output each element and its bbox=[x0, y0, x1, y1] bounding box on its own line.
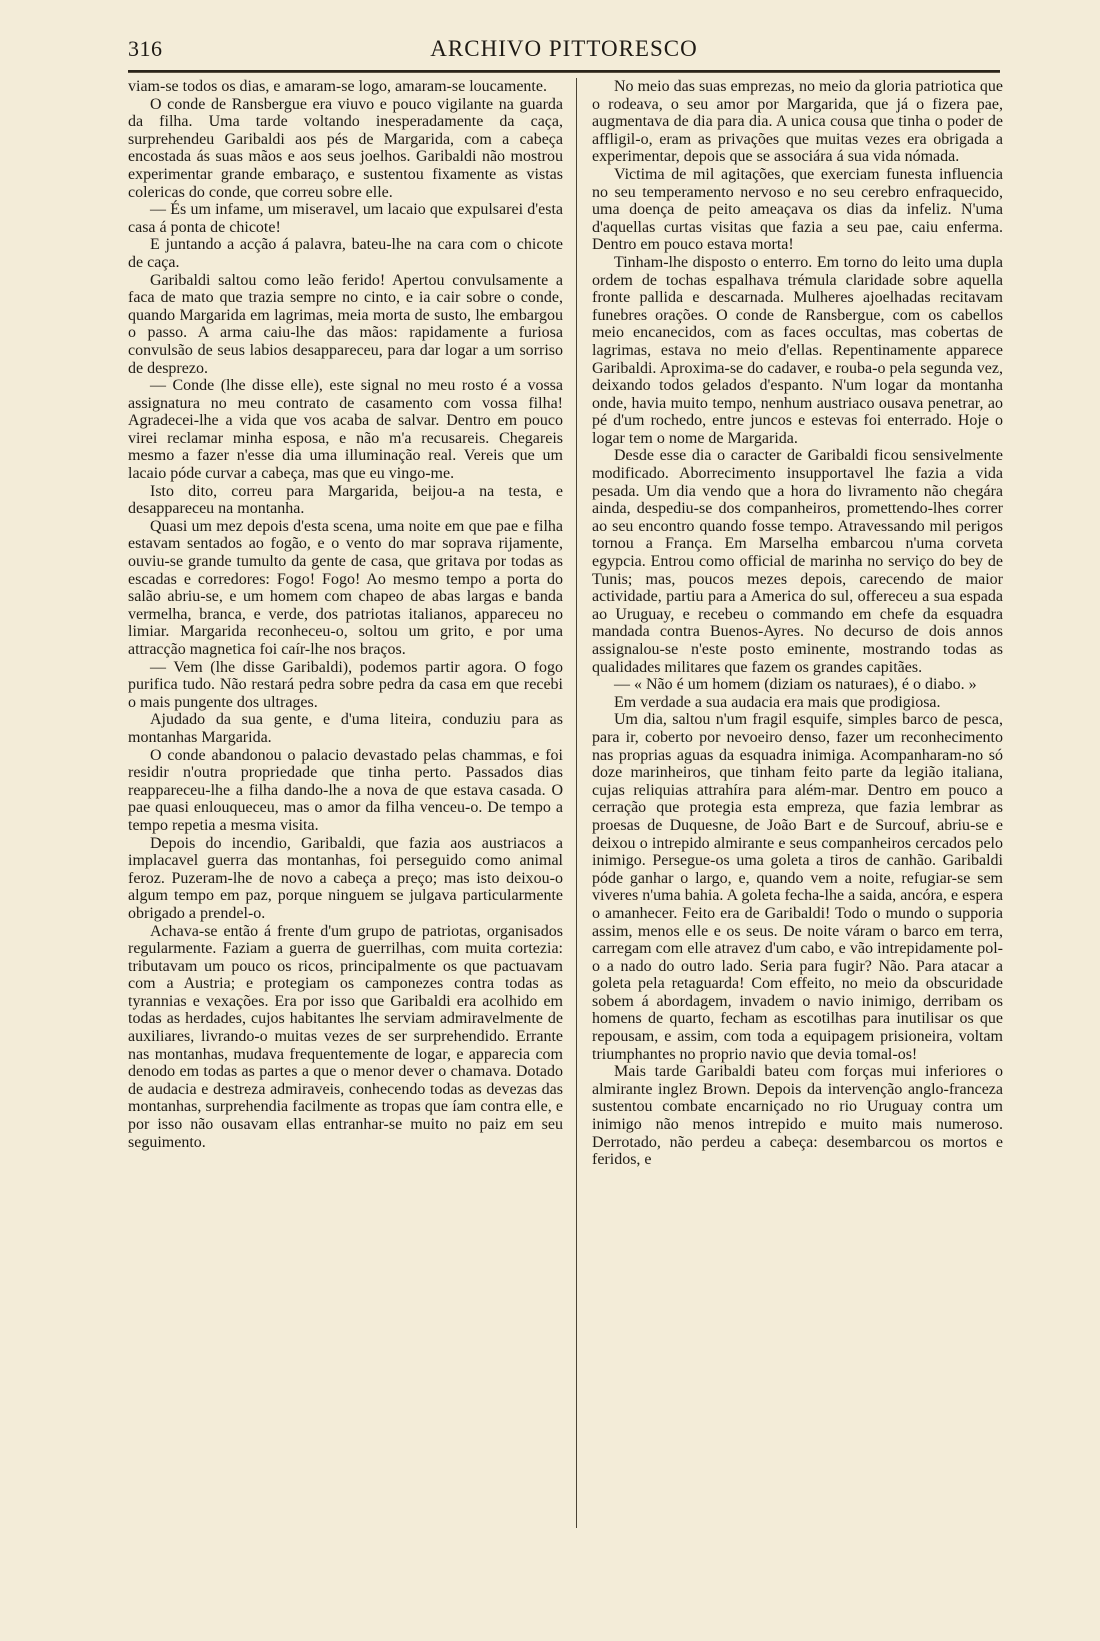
paragraph: Achava-se então á frente d'um grupo de patriotas, organisados regularmente. Faziam a guerra de guerrilhas, com muita cortezia: tributavam um pouco os ricos, principalmente os que pactuavam com a Austria; e protegiam os camponezes contra todas as tyrannias e vexações. Era por isso que Garibaldi era acolhido em todas as herdades, cujos habitantes lhe serviam admiravelmente de auxiliares, livrando-o muitas vezes de ser surprehendido. Errante nas montanhas, mudava frequentemente de logar, e apparecia com denodo em todas as partes a que o menor dever o chamava. Dotado de audacia e destreza admiraveis, conhecendo todas as devezas das montanhas, surprehendia facilmente as tropas que íam contra elle, e por isso não ousavam ellas entranhar-se muito no paiz em seu seguimento. bbox=[128, 922, 563, 1151]
paragraph: Victima de mil agitações, que exerciam funesta influencia no seu temperamento nervoso e no seu cerebro enfraquecido, uma doença de peito ameaçava os dias da infeliz. N'uma d'aquellas curtas visitas que fazia a seu pae, caiu enferma. Dentro em pouco estava morta! bbox=[592, 165, 1003, 254]
left-column bbox=[128, 78, 563, 1538]
paragraph: — Conde (lhe disse elle), este signal no meu rosto é a vossa assignatura no meu contrato de casamento com vossa filha! Agradecei-lhe a vida que vos acaba de salvar. Dentro em pouco virei reclamar minha esposa, e não m'a recusareis. Chegareis mesmo a fazer n'esse dia uma illuminação real. Vereis que um lacaio póde curvar a cabeça, mas que eu vingo-me. bbox=[128, 377, 563, 483]
paragraph: Quasi um mez depois d'esta scena, uma noite em que pae e filha estavam sentados ao fogão, e o vento do mar soprava rijamente, ouviu-se grande tumulto da gente de casa, que gritava por todas as escadas e corredores: Fogo! Fogo! Ao mesmo tempo a porta do salão abriu-se, e um homem com chapeo de abas largas e banda vermelha, branca, e verde, dos patriotas italianos, appareceu no limiar. Margarida reconheceu-o, soltou um grito, e por uma attracção magnetica foi caír-lhe nos braços. bbox=[128, 517, 563, 658]
paragraph: O conde abandonou o palacio devastado pelas chammas, e foi residir n'outra propriedade que tinha perto. Passados dias reappareceu-lhe a filha dando-lhe a nova de que estava casada. O pae quasi enlouqueceu, mas o amor da filha venceu-o. De tempo a tempo repetia a mesma visita. bbox=[128, 746, 563, 834]
paragraph: Ajudado da sua gente, e d'uma liteira, conduziu para as montanhas Margarida. bbox=[128, 711, 563, 746]
paragraph: Mais tarde Garibaldi bateu com forças mui inferiores o almirante inglez Brown. Depois da intervenção anglo-franceza sustentou combate encarniçado no rio Uruguay contra um inimigo não menos intrepido e muito mais numeroso. Derrotado, não perdeu a cabeça: desembarcou os mortos e feridos, e bbox=[592, 1063, 1003, 1169]
paragraph: Depois do incendio, Garibaldi, que fazia aos austriacos a implacavel guerra das montanhas, foi perseguido como animal feroz. Puzeram-lhe de novo a cabeça a preço; mas isto deixou-o algum tempo em paz, porque ninguem se julgava particularmente obrigado a prendel-o. bbox=[128, 834, 563, 922]
page-header bbox=[128, 34, 1000, 72]
right-column bbox=[592, 78, 1003, 1538]
paragraph: No meio das suas emprezas, no meio da gloria patriotica que o rodeava, o seu amor por Margarida, que já o fizera pae, augmentava de dia para dia. A unica cousa que tinha o poder de affligil-o, eram as privações que muitas vezes era obrigada a experimentar, depois que se associára á sua vida nómada. bbox=[592, 78, 1003, 166]
paragraph: Um dia, saltou n'um fragil esquife, simples barco de pesca, para ir, coberto por nevoeiro denso, fazer um reconhecimento nas proprias aguas da esquadra inimiga. Acompanharam-no só doze marinheiros, que tinham feito parte da legião italiana, cujas reliquias attrahíra para além-mar. Dentro em pouco a cerração que protegia esta empreza, que fazia lembrar as proesas de Duquesne, de João Bart e de Surcouf, abriu-se e deixou o intrepido almirante e seus companheiros cercados pelo inimigo. Persegue-os uma goleta a tiros de canhão. Garibaldi póde ganhar o largo, e, quando vem a noite, refugiar-se sem viveres n'uma bahia. A goleta fecha-lhe a saida, ancóra, e espera o amanhecer. Feito era de Garibaldi! Todo o mundo o supporia assim, menos elle e os seus. De noite váram o barco em terra, carregam com elle atravez d'um cabo, e vão intrepidamente pol-o a nado do outro lado. Seria para fugir? Não. Para atacar a goleta pela retaguarda! Com effeito, no meio da obscuridade sobem á abordagem, invadem o navio inimigo, derribam os homens de quarto, fecham as escotilhas para inutilisar os que repousam, e assim, com toda a equipagem prisioneira, voltam triumphantes no proprio navio que devia tomal-os! bbox=[592, 711, 1003, 1063]
header-rule bbox=[128, 72, 1000, 73]
paragraph: Em verdade a sua audacia era mais que prodigiosa. bbox=[614, 693, 941, 711]
running-title: ARCHIVO PITTORESCO bbox=[430, 36, 698, 61]
paragraph: — « Não é um homem (diziam os naturaes), é o diabo. » bbox=[614, 676, 977, 694]
column-divider bbox=[576, 78, 577, 1528]
paragraph: Tinham-lhe disposto o enterro. Em torno do leito uma dupla ordem de tochas espalhava trémula claridade sobre aquella fronte pallida e descarnada. Mulheres ajoelhadas recitavam funebres orações. O conde de Ransbergue, com os cabellos meio encanecidos, com as faces occultas, mas cobertas de lagrimas, estava no meio d'ellas. Repentinamente apparece Garibaldi. Aproxima-se do cadaver, e rouba-o pela segunda vez, deixando todos gelados d'espanto. N'um logar da montanha onde, havia muito tempo, nenhum austriaco ousava penetrar, ao pé d'um rochedo, entre juncos e estevas foi enterrado. Hoje o logar tem o nome de Margarida. bbox=[592, 253, 1003, 447]
paragraph: E juntando a acção á palavra, bateu-lhe na cara com o chicote de caça. bbox=[128, 236, 563, 271]
paragraph: — Vem (lhe disse Garibaldi), podemos partir agora. O fogo purifica tudo. Não restará pedra sobre pedra da casa em que recebi o mais pungente dos ultrages. bbox=[128, 658, 563, 711]
paragraph: Isto dito, correu para Margarida, beijou-a na testa, e desappareceu na montanha. bbox=[128, 482, 563, 518]
paragraph: O conde de Ransbergue era viuvo e pouco vigilante na guarda da filha. Uma tarde voltando inesperadamente da caça, surprehendeu Garibaldi aos pés de Margarida, com a cabeça encostada ás suas mãos e aos seus joelhos. Garibaldi não mostrou experimentar grande embaraço, e sustentou fixamente as vistas colericas do conde, que correu sobre elle. bbox=[128, 95, 563, 201]
page-number: 316 bbox=[128, 36, 163, 61]
paragraph: — És um infame, um miseravel, um lacaio que expulsarei d'esta casa á ponta de chicote! bbox=[128, 201, 563, 236]
paragraph: viam-se todos os dias, e amaram-se logo, amaram-se loucamente. bbox=[128, 78, 547, 95]
paragraph: Garibaldi saltou como leão ferido! Apertou convulsamente a faca de mato que trazia sempre no cinto, e ia cair sobre o conde, quando Margarida em lagrimas, meia morta de susto, lhe embargou o passo. A arma caiu-lhe das mãos: rapidamente a furiosa convulsão de seus labios desappareceu, para dar logar a um sorriso de desprezo. bbox=[128, 271, 563, 377]
paragraph: Desde esse dia o caracter de Garibaldi ficou sensivelmente modificado. Aborrecimento insupportavel lhe fazia a vida pesada. Um dia vendo que a hora do livramento não chegára ainda, despediu-se dos companheiros, promettendo-lhes correr ao seu encontro quando fosse tempo. Atravessando mil perigos tornou a França. Em Marselha embarcou n'uma corveta egypcia. Entrou como official de marinha no serviço do bey de Tunis; mas, poucos mezes depois, carecendo de maior actividade, partiu para a America do sul, offereceu a sua espada ao Uruguay, e recebeu o commando em chefe da esquadra mandada contra Buenos-Ayres. No decurso de dois annos assignalou-se n'este posto eminente, mostrando todas as qualidades militares que fazem os grandes capitães. bbox=[592, 447, 1003, 676]
